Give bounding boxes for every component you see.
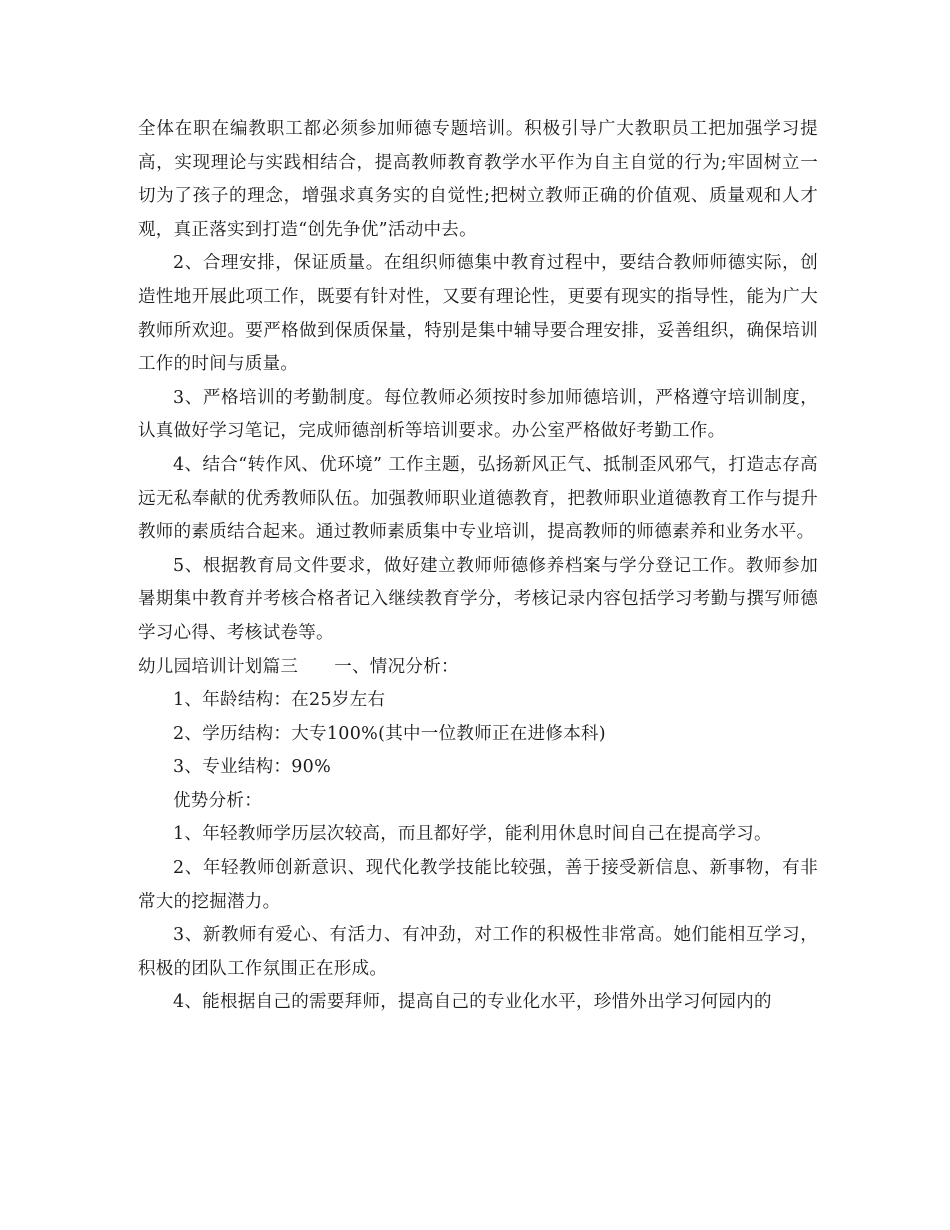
paragraph-age: 1、年龄结构：在25岁左右 xyxy=(173,690,386,711)
paragraph-3: 3、严格培训的考勤制度。每位教师必须按时参加师德培训，严格遵守培训制度，认真做好学习笔记，完成师德剖析等培训要求。办公室严格做好考勤工作。 xyxy=(138,387,818,442)
paragraph-advantage-heading: 优势分析： xyxy=(173,790,262,811)
paragraph-4: 4、结合“转作风、优环境” 工作主题，弘扬新风正气、抵制歪风邪气，打造志存高远无私奉献的优秀教师队伍。加强教师职业道德教育，把教师职业道德教育工作与提升教师的素质结合起来。通过教师素质集中专业培训，提高教师的师德素养和业务水平。 xyxy=(138,454,818,543)
paragraph-2: 2、合理安排，保证质量。在组织师德集中教育过程中，要结合教师师德实际，创造性地开展此项工作，既要有针对性，又要有理论性，更要有现实的指导性，能为广大教师所欢迎。要严格做到保质保量，特别是集中辅导要合理安排，妥善组织，确保培训工作的时间与质量。 xyxy=(138,253,818,375)
paragraph-5: 5、根据教育局文件要求，做好建立教师师德修养档案与学分登记工作。教师参加暑期集中教育并考核合格者记入继续教育学分，考核记录内容包括学习考勤与撰写师德学习心得、考核试卷等。 xyxy=(138,555,818,643)
paragraph-advantage-2: 2、年轻教师创新意识、现代化教学技能比较强，善于接受新信息、新事物，有非常大的挖掘潜力。 xyxy=(138,858,818,912)
section-heading xyxy=(138,651,818,685)
paragraph-advantage-1: 1、年轻教师学历层次较高，而且都好学，能利用休息时间自己在提高学习。 xyxy=(173,824,772,845)
paragraph-1: 全体在职在编教职工都必须参加师德专题培训。积极引导广大教职员工把加强学习提高，实现理论与实践相结合，提高教师教育教学水平作为自主自觉的行为;牢固树立一切为了孩子的理念，增强求真务实的自觉性;把树立教师正确的价值观、质量观和人才观，真正落实到打造“创先争优”活动中去。 xyxy=(138,119,818,240)
paragraph-advantage-4: 4、能根据自己的需要拜师，提高自己的专业化水平，珍惜外出学习何园内的 xyxy=(173,992,772,1013)
paragraph-advantage-3: 3、新教师有爱心、有活力、有冲劲，对工作的积极性非常高。她们能相互学习，积极的团队工作氛围正在形成。 xyxy=(138,925,818,979)
section-subtitle: 一、情况分析： xyxy=(334,656,459,677)
paragraph-major: 3、专业结构：90% xyxy=(173,757,332,778)
paragraph-education: 2、学历结构：大专100%(其中一位教师正在进修本科) xyxy=(173,723,606,744)
section-title: 幼儿园培训计划篇三 xyxy=(138,656,299,677)
document-body xyxy=(138,113,818,1020)
